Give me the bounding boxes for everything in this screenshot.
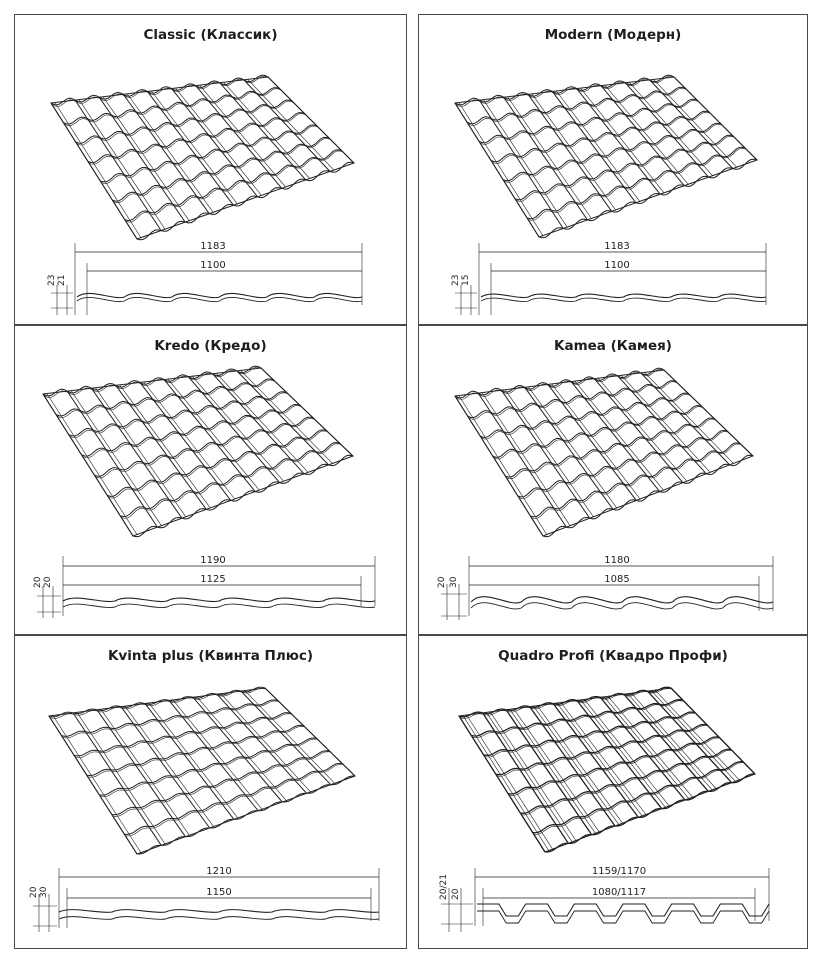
dim-useful: 1100: [604, 260, 630, 271]
panel-title: Modern (Модерн): [544, 27, 682, 43]
dim-overall: 1183: [604, 241, 630, 252]
profile-section: [439, 866, 769, 932]
tile-diagram-modern: [419, 15, 809, 326]
dim-height-total: 20/21: [439, 874, 449, 900]
sheet-illustration: [51, 75, 354, 240]
sheet-illustration: [43, 366, 353, 537]
tile-diagram-kamea: [419, 326, 809, 636]
sheet-illustration: [455, 75, 757, 238]
dim-useful: 1085: [604, 574, 630, 585]
profile-section: [47, 241, 362, 315]
panel-kredo: [14, 325, 407, 635]
dim-useful: 1100: [200, 260, 226, 271]
tile-diagram-kvinta-plus: [15, 636, 408, 950]
dim-height-total: 23: [451, 274, 461, 286]
dim-height-total: 20: [29, 886, 39, 898]
panel-title: Quadro Profi (Квадро Профи): [498, 648, 728, 664]
panel-classic: [14, 14, 407, 325]
sheet-illustration: [49, 687, 355, 854]
profile-section: [29, 866, 379, 932]
profile-section: [33, 555, 375, 618]
panel-title: Kredo (Кредо): [154, 338, 267, 354]
profile-wave: [77, 293, 362, 297]
profile-section: [437, 555, 773, 620]
dim-height-wave: 30: [39, 886, 49, 898]
dim-useful: 1125: [200, 574, 226, 585]
dim-useful: 1080/1117: [591, 887, 647, 898]
dim-height-wave: 30: [449, 576, 459, 588]
panel-kvinta-plus: [14, 635, 407, 949]
panel-title: Kamea (Камея): [554, 338, 672, 354]
dim-overall: 1183: [200, 241, 226, 252]
panel-quadro-profi: [418, 635, 808, 949]
dim-overall: 1180: [604, 555, 630, 566]
panel-title: Classic (Классик): [143, 27, 278, 43]
tile-diagram-quadro-profi: [419, 636, 809, 950]
tile-diagram-kredo: [15, 326, 408, 636]
panel-title: Kvinta plus (Квинта Плюс): [107, 648, 314, 664]
panel-kamea: [418, 325, 808, 635]
dim-height-total: 23: [47, 274, 57, 286]
dim-overall: 1190: [200, 555, 226, 566]
dim-height-total: 20: [437, 576, 447, 588]
sheet-illustration: [455, 368, 753, 537]
dim-height-wave: 20: [43, 576, 53, 588]
profile-section: [451, 241, 766, 315]
tile-diagram-classic: [15, 15, 408, 326]
dim-useful: 1150: [206, 887, 232, 898]
dim-height-wave: 20: [451, 888, 461, 900]
sheet-illustration: [459, 687, 755, 852]
dim-overall: 1159/1170: [591, 866, 647, 877]
dim-height-wave: 21: [57, 274, 67, 286]
dim-overall: 1210: [206, 866, 232, 877]
dim-height-total: 20: [33, 576, 43, 588]
panel-modern: [418, 14, 808, 325]
dim-height-wave: 15: [461, 274, 471, 286]
